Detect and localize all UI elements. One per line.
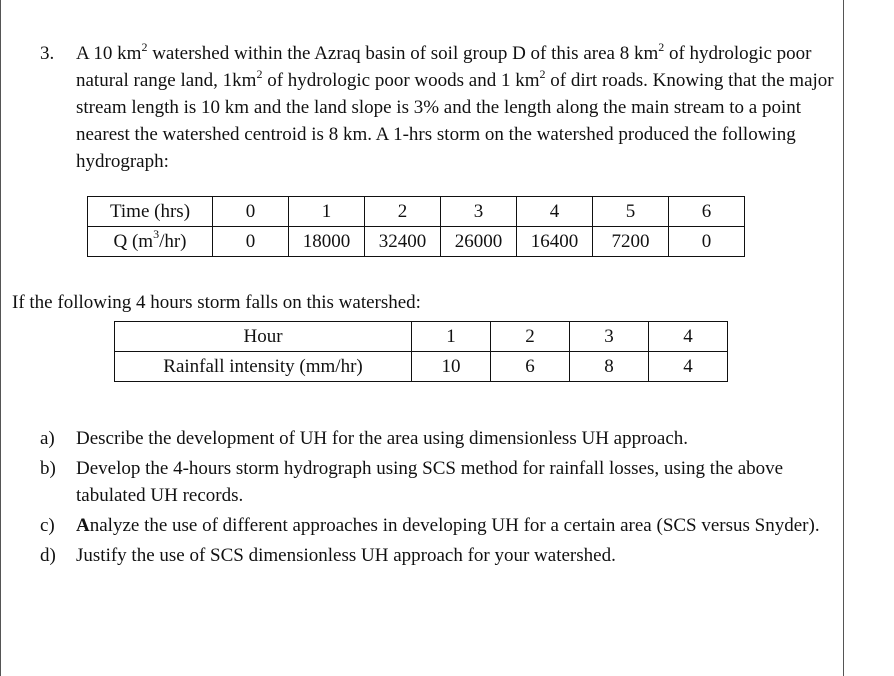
hydrograph-time-row	[88, 197, 745, 227]
flow-cell: 32400	[365, 227, 441, 257]
time-cell: 6	[669, 197, 745, 227]
storm-intro: If the following 4 hours storm falls on this watershed:	[12, 292, 421, 313]
hour-cell: 1	[412, 322, 491, 352]
time-cell: 2	[365, 197, 441, 227]
flow-cell: 16400	[517, 227, 593, 257]
part-label: d)	[40, 545, 56, 566]
part-text: Develop the 4-hours storm hydrograph using SCS method for rainfall losses, using the above tabulated UH records.	[76, 458, 784, 506]
flow-header: Q $(m^3/hr)$	[88, 227, 213, 257]
hour-header: Hour	[115, 322, 412, 352]
intensity-header: Rainfall intensity (mm/hr)	[115, 352, 412, 382]
hour-cell: 2	[491, 322, 570, 352]
intensity-cell: 8	[570, 352, 649, 382]
time-cell: 3	[441, 197, 517, 227]
rainfall-table	[114, 321, 728, 382]
part-b	[40, 455, 840, 509]
flow-cell: 7200	[593, 227, 669, 257]
part-bold-initial: A	[76, 515, 90, 536]
question-text: A 10 $km^2$ watershed within the Azraq basin of soil group D of this area 8 $km^2$ of hydrologic poor natural range land, $1km^2$ of hydrologic poor woods and 1 $km^2$ of dirt roads. Knowing that the major stream length is 10 km and the land slope is 3% and the length along the main stream to a point nearest the watershed centroid is 8 km. A 1-hrs storm on the watershed produced the following hydrograph:	[76, 39, 834, 172]
question-number: 3.	[40, 43, 55, 64]
part-text: nalyze the use of different approaches in developing UH for a certain area (SCS versus Snyder).	[89, 515, 820, 536]
part-label: b)	[40, 458, 56, 479]
hour-cell: 4	[649, 322, 728, 352]
time-cell: 0	[213, 197, 289, 227]
part-label: c)	[40, 515, 55, 536]
hydrograph-flow-row	[88, 227, 745, 257]
part-label: a)	[40, 428, 55, 449]
flow-cell: 0	[213, 227, 289, 257]
time-cell: 1	[289, 197, 365, 227]
time-cell: 4	[517, 197, 593, 227]
hydrograph-table	[87, 196, 745, 257]
part-a	[40, 425, 840, 452]
part-d	[40, 542, 840, 569]
flow-cell: 0	[669, 227, 745, 257]
part-text: Describe the development of UH for the area using dimensionless UH approach.	[76, 428, 689, 449]
rainfall-intensity-row	[115, 352, 728, 382]
intensity-cell: 10	[412, 352, 491, 382]
part-c	[40, 512, 840, 539]
rainfall-hour-row	[115, 322, 728, 352]
question-3	[40, 40, 840, 175]
part-text: Justify the use of SCS dimensionless UH approach for your watershed.	[76, 545, 616, 566]
flow-cell: 26000	[441, 227, 517, 257]
question-parts	[40, 425, 840, 572]
time-header: Time (hrs)	[88, 197, 213, 227]
intensity-cell: 4	[649, 352, 728, 382]
intensity-cell: 6	[491, 352, 570, 382]
hour-cell: 3	[570, 322, 649, 352]
flow-cell: 18000	[289, 227, 365, 257]
time-cell: 5	[593, 197, 669, 227]
